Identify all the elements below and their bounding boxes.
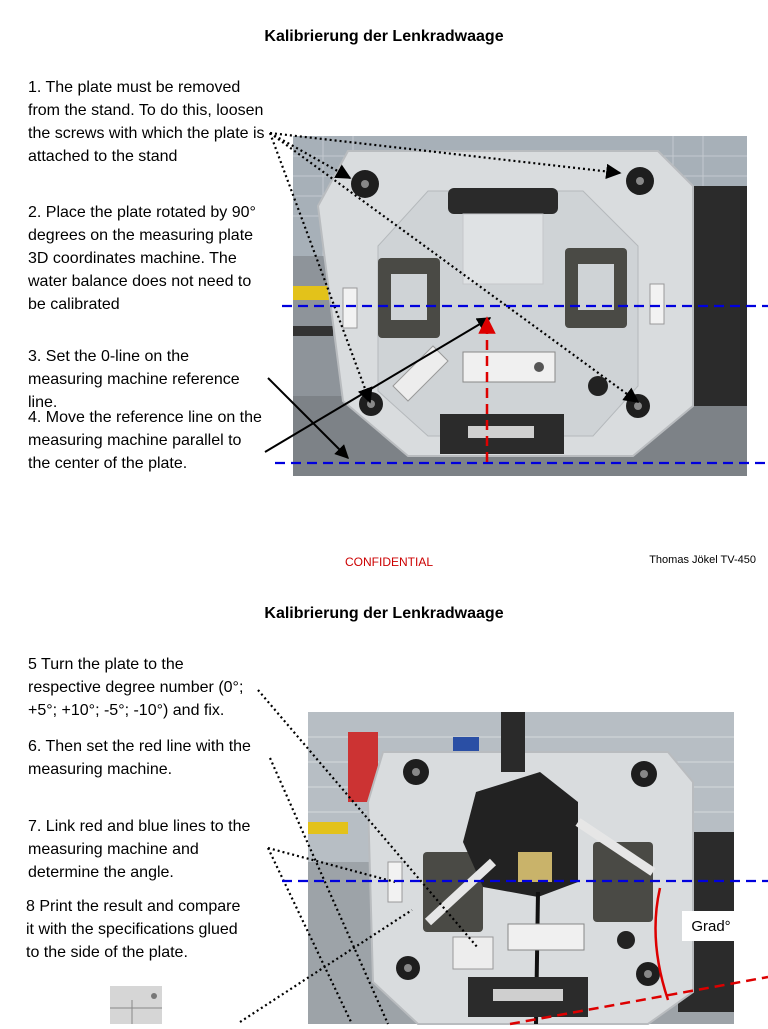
footer-author: Thomas Jökel TV-450: [649, 554, 756, 566]
step-7-text: 7. Link red and blue lines to the measuring machine and determine the angle.: [28, 818, 251, 881]
step-6-text: 6. Then set the red line with the measuring machine.: [28, 738, 251, 778]
confidential-label: CONFIDENTIAL: [345, 555, 434, 569]
pointer-step-8: [240, 910, 412, 1022]
step-5-text: 5 Turn the plate to the respective degree number (0°; +5°; +10°; -5°; -10°) and fix.: [28, 656, 244, 719]
pointer-step-6: [270, 758, 388, 1024]
pointer-screw-bottom-right: [270, 133, 638, 402]
angle-label: Grad°: [682, 911, 740, 941]
red-measured-line: [510, 977, 768, 1024]
pointer-step-7a: [268, 848, 395, 882]
pointer-step-5: [258, 690, 478, 948]
slide-title: Kalibrierung der Lenkradwaage: [264, 28, 504, 45]
step-1-text: 1. The plate must be removed from the stand. To do this, loosen the screws with which the plate is attached to the stand: [28, 79, 265, 165]
pointer-screw-top-right: [270, 133, 620, 173]
pointer-screw-bottom-left: [270, 133, 370, 402]
pointer-screw-top-left: [270, 133, 350, 178]
pointer-reference-line: [268, 378, 348, 458]
pointer-center: [265, 318, 490, 452]
step-8-text: 8 Print the result and compare it with the specifications glued to the side of the plate.: [26, 898, 241, 961]
step-2-text: 2. Place the plate rotated by 90° degrees on the measuring plate 3D coordinates machine. The water balance does not need to be calibrated: [28, 204, 256, 313]
pointer-step-7b: [268, 848, 352, 1024]
angle-arc: [656, 888, 669, 1000]
step-4-text: 4. Move the reference line on the measuring machine parallel to the center of the plate.: [28, 409, 262, 472]
slide-title: Kalibrierung der Lenkradwaage: [264, 605, 504, 622]
step-3-text: 3. Set the 0-line on the measuring machine reference line.: [28, 348, 240, 411]
